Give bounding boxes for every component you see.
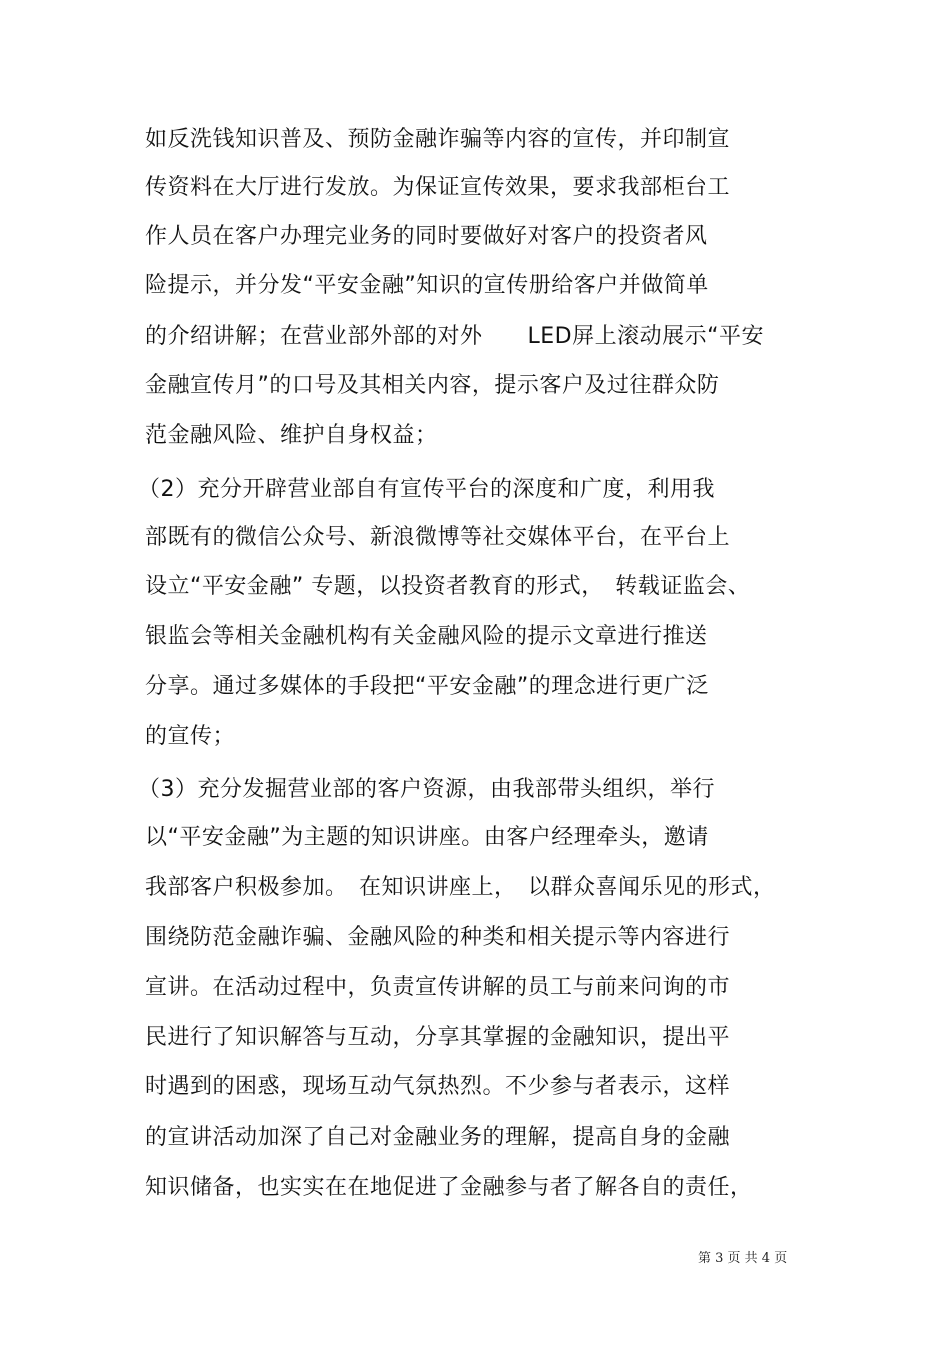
body-line: 设立“平安金融” 专题，以投资者教育的形式， 转载证监会、 <box>145 574 751 599</box>
body-line: 作人员在客户办理完业务的同时要做好对客户的投资者风 <box>145 224 708 249</box>
body-line: 的宣讲活动加深了自己对金融业务的理解，提高自身的金融 <box>145 1125 731 1150</box>
body-line: 传资料在大厅进行发放。为保证宣传效果，要求我部柜台工 <box>145 175 731 200</box>
body-line: 民进行了知识解答与互动，分享其掌握的金融知识，提出平 <box>145 1025 731 1050</box>
body-line: 金融宣传月”的口号及其相关内容，提示客户及过往群众防 <box>145 373 720 398</box>
body-line: 宣讲。在活动过程中，负责宣传讲解的员工与前来问询的市 <box>145 975 731 1000</box>
body-line: 范金融风险、维护自身权益； <box>145 423 438 448</box>
body-line: 的宣传； <box>145 724 236 749</box>
body-line: 如反洗钱知识普及、预防金融诈骗等内容的宣传，并印制宣 <box>145 127 731 152</box>
body-line: （2）充分开辟营业部自有宣传平台的深度和广度，利用我 <box>138 477 715 502</box>
page-number: 第 3 页 共 4 页 <box>698 1251 788 1266</box>
body-line: （3）充分发掘营业部的客户资源，由我部带头组织，举行 <box>138 777 715 802</box>
body-line: 以“平安金融”为主题的知识讲座。由客户经理牵头，邀请 <box>145 825 709 850</box>
body-line: 围绕防范金融诈骗、金融风险的种类和相关提示等内容进行 <box>145 925 731 950</box>
body-line: 时遇到的困惑，现场互动气氛热烈。不少参与者表示，这样 <box>145 1074 731 1099</box>
body-line: 的介绍讲解；在营业部外部的对外 LED屏上滚动展示“平安 <box>145 324 764 349</box>
body-line: 险提示，并分发“平安金融”知识的宣传册给客户并做简单 <box>145 273 709 298</box>
body-line: 银监会等相关金融机构有关金融风险的提示文章进行推送 <box>145 624 708 649</box>
body-line: 分享。通过多媒体的手段把“平安金融”的理念进行更广泛 <box>145 674 709 699</box>
body-line: 部既有的微信公众号、新浪微博等社交媒体平台，在平台上 <box>145 525 731 550</box>
body-line: 知识储备，也实实在在地促进了金融参与者了解各自的责任， <box>145 1175 753 1200</box>
body-line: 我部客户积极参加。 在知识讲座上， 以群众喜闻乐见的形式， <box>145 875 776 900</box>
